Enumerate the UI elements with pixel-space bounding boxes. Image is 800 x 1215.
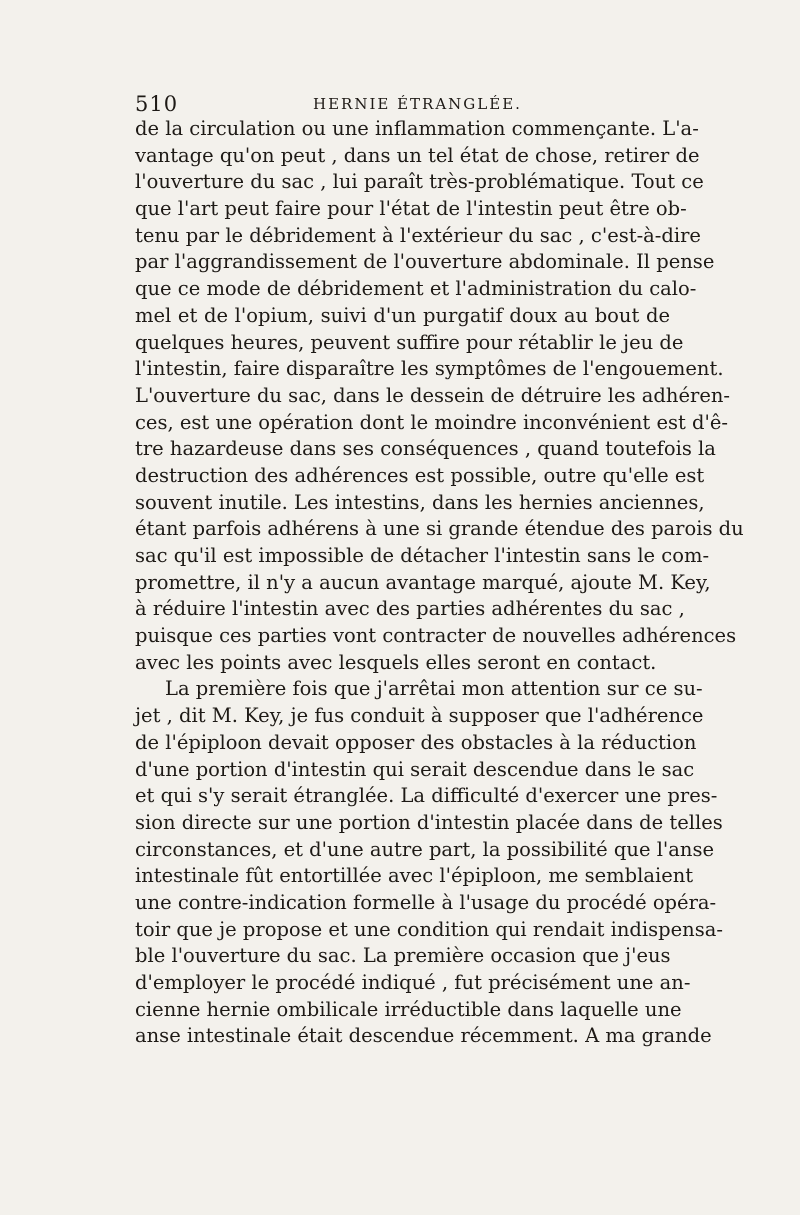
text-line: tre hazardeuse dans ses conséquences , quand toutefois la xyxy=(135,437,716,461)
text-line: ble l'ouverture du sac. La première occasion que j'eus xyxy=(135,944,671,968)
paragraph-end-line: avec les points avec lesquels elles seront en contact. xyxy=(135,650,657,674)
text-line: circonstances, et d'une autre part, la possibilité que l'anse xyxy=(135,837,715,861)
text-line: puisque ces parties vont contracter de nouvelles adhérences xyxy=(135,624,737,648)
text-line: d'une portion d'intestin qui serait descendue dans le sac xyxy=(135,757,695,781)
text-line: et qui s'y serait étranglée. La difficulté d'exercer une pres- xyxy=(135,784,718,808)
text-line: L'ouverture du sac, dans le dessein de détruire les adhéren- xyxy=(135,383,731,407)
text-line: mel et de l'opium, suivi d'un purgatif doux au bout de xyxy=(135,303,670,327)
text-line: de l'épiploon devait opposer des obstacles à la réduction xyxy=(135,730,697,754)
body-text xyxy=(135,116,744,1050)
text-line: destruction des adhérences est possible, outre qu'elle est xyxy=(135,463,705,487)
text-line: que l'art peut faire pour l'état de l'intestin peut être ob- xyxy=(135,197,687,221)
text-line: que ce mode de débridement et l'administration du calo- xyxy=(135,277,697,301)
text-line: jet , dit M. Key, je fus conduit à supposer que l'adhérence xyxy=(135,704,704,728)
text-line: étant parfois adhérens à une si grande étendue des parois du xyxy=(135,517,744,541)
text-line: une contre-indication formelle à l'usage du procédé opéra- xyxy=(135,890,717,914)
text-line: anse intestinale était descendue récemment. A ma grande xyxy=(135,1024,712,1048)
paragraph-start-line: La première fois que j'arrêtai mon attention sur ce su- xyxy=(165,677,703,701)
text-line: toir que je propose et une condition qui rendait indispensa- xyxy=(135,917,723,941)
text-line: sac qu'il est impossible de détacher l'intestin sans le com- xyxy=(135,544,710,567)
text-line: à réduire l'intestin avec des parties adhérentes du sac , xyxy=(135,597,685,621)
text-line: par l'aggrandissement de l'ouverture abdominale. Il pense xyxy=(135,250,715,274)
text-line: promettre, il n'y a aucun avantage marqué, ajoute M. Key, xyxy=(135,570,711,594)
text-line: d'employer le procédé indiqué , fut précisément une an- xyxy=(135,971,691,994)
text-line: vantage qu'on peut , dans un tel état de chose, retirer de xyxy=(135,143,700,167)
text-line: intestinale fût entortillée avec l'épiploon, me semblaient xyxy=(135,864,694,888)
text-line: quelques heures, peuvent suffire pour rétablir le jeu de xyxy=(135,330,684,354)
running-title: HERNIE ÉTRANGLÉE. xyxy=(313,95,522,113)
text-line: l'ouverture du sac , lui paraît très-problématique. Tout ce xyxy=(135,170,704,194)
text-line: souvent inutile. Les intestins, dans les hernies anciennes, xyxy=(135,490,705,514)
page-number: 510 xyxy=(135,92,179,116)
text-line: de la circulation ou une inflammation commençante. L'a- xyxy=(135,117,699,140)
text-line: cienne hernie ombilicale irréductible dans laquelle une xyxy=(135,997,682,1021)
text-line: tenu par le débridement à l'extérieur du sac , c'est-à-dire xyxy=(135,223,701,247)
text-line: sion directe sur une portion d'intestin placée dans de telles xyxy=(135,810,723,834)
text-line: ces, est une opération dont le moindre inconvénient est d'ê- xyxy=(135,410,728,434)
text-line: l'intestin, faire disparaître les symptômes de l'engouement. xyxy=(135,357,724,381)
